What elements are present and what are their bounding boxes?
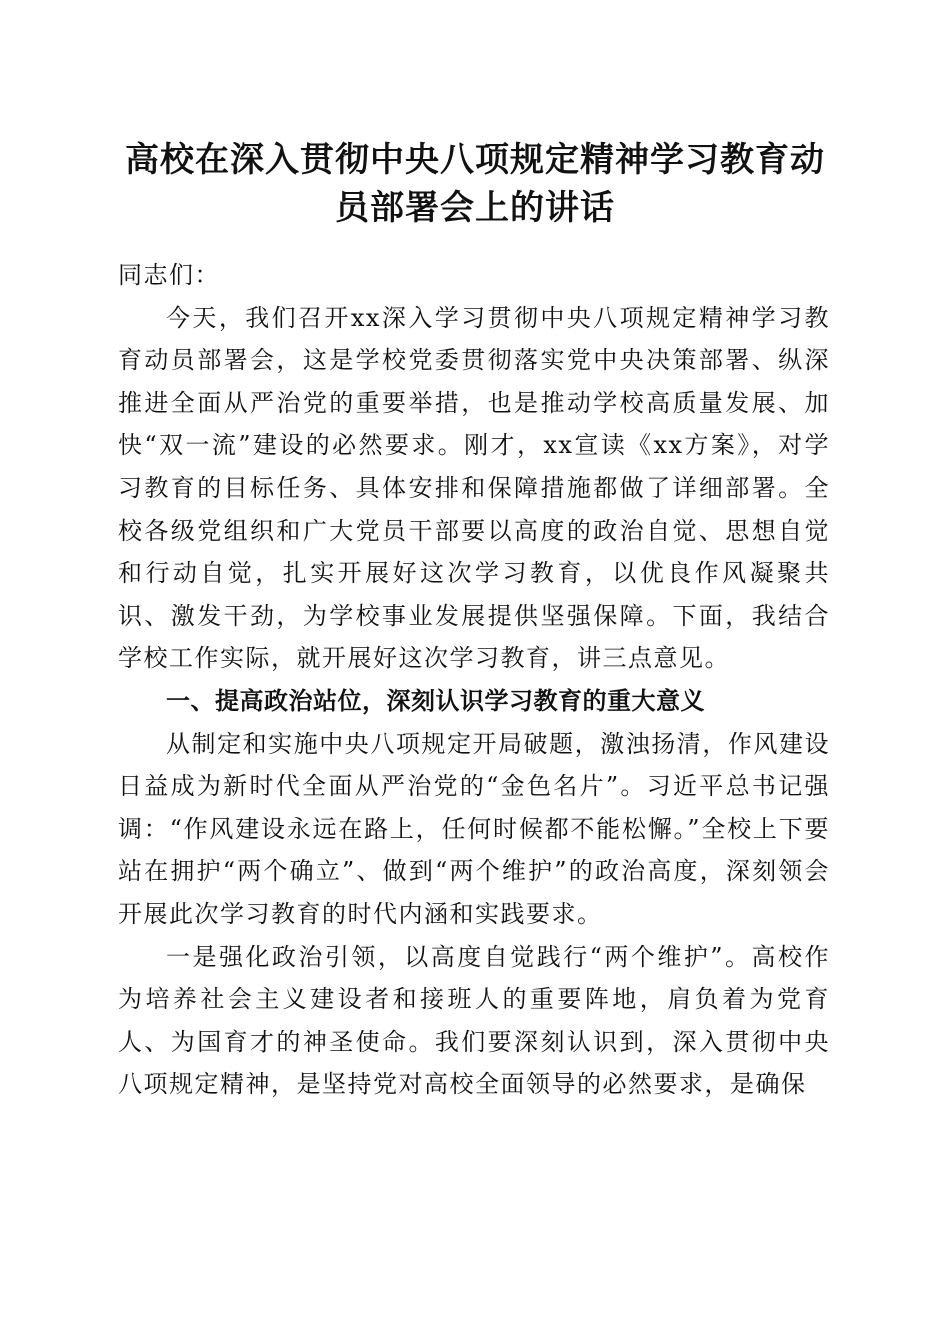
document-title: 高校在深入贯彻中央八项规定精神学习教育动员部署会上的讲话 [125, 140, 825, 228]
section-heading: 一、提高政治站位，深刻认识学习教育的重大意义 [166, 686, 705, 715]
paragraph-intro: 今天，我们召开xx深入学习贯彻中央八项规定精神学习教育动员部署会，这是学校党委贯彻落实党中央决策部署、纵深推进全面从严治党的重要举措，也是推动学校高质量发展、加快“双一流”建设的必然要求。刚才，xx宣读《xx方案》，对学习教育的目标任务、具体安排和保障措施都做了详细部署。全校各级党组织和广大党员干部要以高度的政治自觉、思想自觉和行动自觉，扎实开展好这次学习教育，以优良作风凝聚共识、激发干劲，为学校事业发展提供坚强保障。下面，我结合学校工作实际，就开展好这次学习教育，讲三点意见。 [118, 303, 830, 673]
document-body [118, 254, 830, 1106]
salutation: 同志们： [118, 261, 220, 289]
paragraph-significance: 从制定和实施中央八项规定开局破题，激浊扬清，作风建设日益成为新时代全面从严治党的“金色名片”。习近平总书记强调：“作风建设永远在路上，任何时候都不能松懈。”全校上下要站在拥护“两个确立”、做到“两个维护”的政治高度，深刻领会开展此次学习教育的时代内涵和实践要求。 [118, 729, 830, 928]
paragraph-point-one: 一是强化政治引领，以高度自觉践行“两个维护”。高校作为培养社会主义建设者和接班人的重要阵地，肩负着为党育人、为国育才的神圣使命。我们要深刻认识到，深入贯彻中央八项规定精神，是坚持党对高校全面领导的必然要求，是确保 [118, 942, 830, 1099]
